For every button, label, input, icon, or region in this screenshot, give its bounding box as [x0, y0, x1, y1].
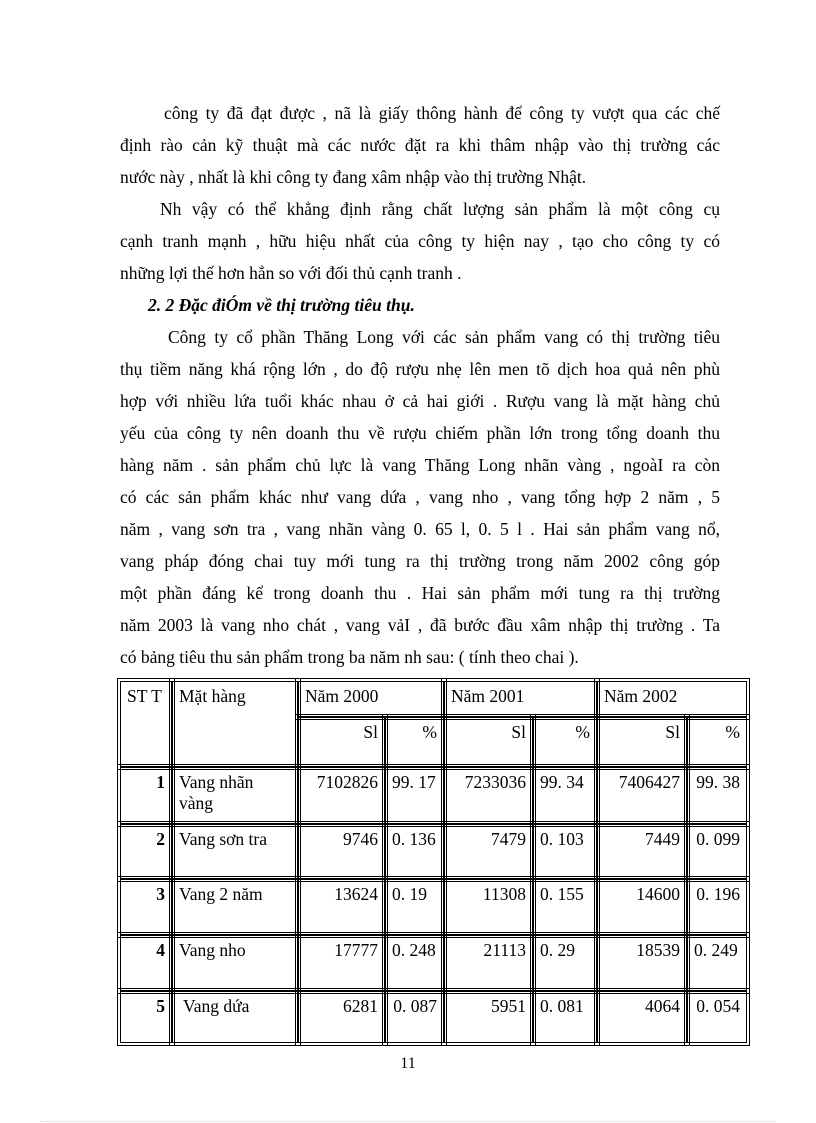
row-pct-2000: 0. 248 — [385, 935, 444, 991]
row-pct-2001: 0. 081 — [533, 991, 597, 1043]
row-pct-2002: 0. 196 — [687, 879, 747, 935]
paragraph-3-line-8: vang pháp đóng chai tuy mới tung ra thị trường trong năm 2002 công góp — [120, 551, 720, 571]
row-pct-2002: 99. 38 — [687, 767, 747, 824]
row-sl-2000: 13624 — [298, 879, 385, 935]
row-pct-2000: 0. 087 — [385, 991, 444, 1043]
row-pct-2002: 0. 249 — [687, 935, 747, 991]
page-number: 11 — [400, 1055, 416, 1072]
header-pct-2001: % — [533, 717, 597, 767]
row-sl-2002: 18539 — [597, 935, 687, 991]
row-pct-2001: 99. 34 — [533, 767, 597, 824]
table-row — [120, 935, 747, 991]
paragraph-2-line-1: Nh vậy có thể khẳng định rằng chất lượng sản phẩm là một công cụ — [160, 199, 720, 219]
table-row — [120, 991, 747, 1043]
paragraph-3-line-4: yếu của công ty nên doanh thu về rượu chiếm phần lớn trong tổng doanh thu — [120, 423, 720, 443]
sales-table — [120, 681, 747, 1043]
row-pct-2001: 0. 155 — [533, 879, 597, 935]
paragraph-1-line-1: công ty đã đạt được , nã là giấy thông hành để công ty vượt qua các chế — [164, 103, 720, 123]
header-sl-2001: Sl — [444, 717, 533, 767]
row-stt: 5 — [120, 991, 172, 1043]
header-year-2001: Năm 2001 — [444, 681, 597, 717]
header-pct-2002: % — [687, 717, 747, 767]
row-sl-2000: 9746 — [298, 824, 385, 879]
paragraph-2-line-3: những lợi thế hơn hẳn so với đối thủ cạnh tranh . — [120, 263, 462, 283]
section-heading: 2. 2 Đặc điÓm về thị trường tiêu thụ. — [148, 295, 415, 315]
row-sl-2002: 7406427 — [597, 767, 687, 824]
paragraph-3-line-7: năm , vang sơn tra , vang nhãn vàng 0. 65 l, 0. 5 l . Hai sản phẩm vang nổ, — [120, 519, 720, 539]
row-sl-2001: 21113 — [444, 935, 533, 991]
header-year-2002: Năm 2002 — [597, 681, 747, 717]
row-item: Vang nho — [172, 935, 298, 991]
header-stt: ST T — [120, 681, 172, 767]
row-stt: 4 — [120, 935, 172, 991]
row-sl-2001: 5951 — [444, 991, 533, 1043]
row-sl-2001: 7479 — [444, 824, 533, 879]
header-sl-2002: Sl — [597, 717, 687, 767]
row-pct-2000: 99. 17 — [385, 767, 444, 824]
header-item: Mặt hàng — [172, 681, 298, 767]
row-sl-2002: 4064 — [597, 991, 687, 1043]
paragraph-3-line-9: một phần đáng kể trong doanh thu . Hai sản phẩm mới tung ra thị trường — [120, 583, 720, 603]
row-sl-2000: 6281 — [298, 991, 385, 1043]
row-sl-2000: 17777 — [298, 935, 385, 991]
row-sl-2000: 7102826 — [298, 767, 385, 824]
paragraph-3-line-1: Công ty cổ phần Thăng Long với các sản phẩm vang có thị trường tiêu — [168, 327, 720, 347]
row-pct-2000: 0. 19 — [385, 879, 444, 935]
row-item: Vang sơn tra — [172, 824, 298, 879]
row-pct-2002: 0. 099 — [687, 824, 747, 879]
row-pct-2001: 0. 29 — [533, 935, 597, 991]
paragraph-1-line-2: định rào cản kỹ thuật mà các nước đặt ra khi thâm nhập vào thị trường các — [120, 135, 720, 155]
header-sl-2000: Sl — [298, 717, 385, 767]
paragraph-3-line-6: có các sản phẩm khác như vang dứa , vang nho , vang tổng hợp 2 năm , 5 — [120, 487, 720, 507]
row-item: Vang dứa — [172, 991, 298, 1043]
header-pct-2000: % — [385, 717, 444, 767]
table-row — [120, 824, 747, 879]
row-pct-2001: 0. 103 — [533, 824, 597, 879]
paragraph-3-line-10: năm 2003 là vang nho chát , vang vảI , đã bước đầu xâm nhập thị trường . Ta — [120, 615, 720, 635]
row-stt: 3 — [120, 879, 172, 935]
row-item: Vang nhãn vàng — [172, 767, 298, 824]
row-pct-2000: 0. 136 — [385, 824, 444, 879]
row-sl-2001: 7233036 — [444, 767, 533, 824]
paragraph-3-line-5: hàng năm . sản phẩm chủ lực là vang Thăng Long nhãn vàng , ngoàI ra còn — [120, 455, 720, 475]
row-stt: 1 — [120, 767, 172, 824]
paragraph-2-line-2: cạnh tranh mạnh , hữu hiệu nhất của công ty hiện nay , tạo cho công ty có — [120, 231, 720, 251]
row-sl-2001: 11308 — [444, 879, 533, 935]
paragraph-3-line-2: thụ tiềm năng khá rộng lớn , do độ rượu nhẹ lên men tõ dịch hoa quả nên phù — [120, 359, 720, 379]
row-sl-2002: 7449 — [597, 824, 687, 879]
row-sl-2002: 14600 — [597, 879, 687, 935]
row-item: Vang 2 năm — [172, 879, 298, 935]
header-year-2000: Năm 2000 — [298, 681, 444, 717]
paragraph-3-line-11: có bảng tiêu thu sản phẩm trong ba năm nh sau: ( tính theo chai ). — [120, 647, 579, 667]
footer-divider — [40, 1121, 776, 1122]
table-row — [120, 767, 747, 824]
table-row — [120, 879, 747, 935]
row-stt: 2 — [120, 824, 172, 879]
paragraph-1-line-3: nước này , nhất là khi công ty đang xâm nhập vào thị trường Nhật. — [120, 167, 587, 187]
table-header-row — [120, 681, 747, 717]
row-pct-2002: 0. 054 — [687, 991, 747, 1043]
paragraph-3-line-3: hợp với nhiều lứa tuổi khác nhau ở cả hai giới . Rượu vang là mặt hàng chủ — [120, 391, 720, 411]
